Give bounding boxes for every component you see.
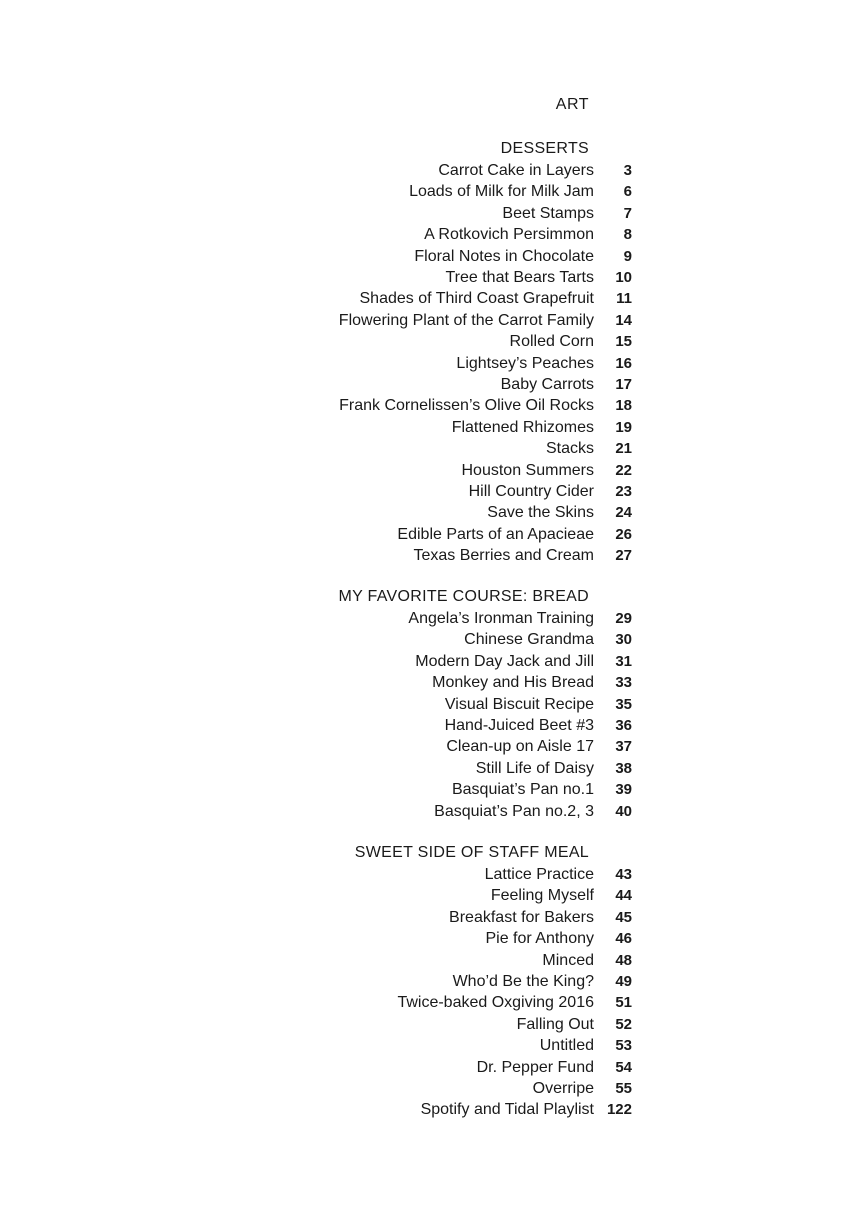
toc-entry — [0, 438, 844, 459]
entry-title: Overripe — [532, 1080, 594, 1097]
entry-title: Hand-Juiced Beet #3 — [444, 717, 594, 734]
page-heading: ART — [555, 96, 589, 113]
toc-entry — [0, 736, 844, 757]
entry-page-number: 21 — [615, 440, 632, 458]
entry-title: Stacks — [545, 440, 594, 458]
entry-title: Tree that Bears Tarts — [445, 269, 594, 286]
toc-entry — [0, 992, 844, 1013]
entry-page-number: 44 — [615, 887, 632, 905]
entry-title: Lattice Practice — [484, 866, 594, 883]
entry-page-number: 10 — [615, 269, 632, 286]
toc-entry — [0, 331, 844, 352]
toc-entry — [0, 864, 844, 885]
entry-page-number: 23 — [615, 483, 632, 500]
toc-entry — [0, 950, 844, 971]
entry-title: Lightsey’s Peaches — [456, 354, 594, 372]
entry-page-number: 45 — [615, 908, 632, 926]
section-heading: MY FAVORITE COURSE: BREAD — [338, 588, 589, 605]
entry-page-number: 16 — [615, 354, 632, 372]
entry-title: Baby Carrots — [500, 376, 594, 393]
entry-page-number: 54 — [615, 1058, 632, 1076]
entry-title: Shades of Third Coast Grapefruit — [359, 290, 594, 308]
toc-entry — [0, 907, 844, 928]
entry-title: Spotify and Tidal Playlist — [420, 1101, 594, 1119]
toc-entry — [0, 203, 844, 224]
entry-title: Loads of Milk for Milk Jam — [409, 183, 594, 201]
entry-page-number: 6 — [623, 183, 632, 201]
entry-page-number: 39 — [615, 781, 632, 799]
entry-title: Floral Notes in Chocolate — [414, 247, 594, 265]
entry-title: Clean-up on Aisle 17 — [446, 738, 594, 756]
toc-entry — [0, 629, 844, 650]
entry-title: Houston Summers — [461, 461, 594, 479]
entry-title: Untitled — [539, 1037, 594, 1055]
entry-title: Falling Out — [516, 1015, 594, 1033]
entry-title: Visual Biscuit Recipe — [444, 695, 594, 713]
toc-entry — [0, 160, 844, 181]
entry-page-number: 11 — [616, 290, 632, 308]
toc-entry — [0, 672, 844, 693]
entry-page-number: 49 — [615, 973, 632, 990]
toc-entry — [0, 1099, 844, 1120]
entry-page-number: 40 — [615, 802, 632, 820]
entry-page-number: 35 — [615, 695, 632, 713]
toc-entry — [0, 608, 844, 629]
toc-entry — [0, 758, 844, 779]
toc-entry — [0, 267, 844, 288]
entry-title: Chinese Grandma — [464, 631, 594, 649]
toc-entry — [0, 353, 844, 374]
toc-entry — [0, 310, 844, 331]
entry-page-number: 43 — [615, 866, 632, 883]
entry-page-number: 53 — [615, 1037, 632, 1055]
entry-page-number: 7 — [623, 204, 632, 222]
toc-entry — [0, 801, 844, 822]
toc-entry — [0, 651, 844, 672]
entry-title: Basquiat’s Pan no.1 — [451, 781, 594, 799]
entry-title: Flowering Plant of the Carrot Family — [338, 311, 594, 329]
toc-entry — [0, 1014, 844, 1035]
entry-title: Frank Cornelissen’s Olive Oil Rocks — [339, 397, 594, 415]
toc-entry — [0, 246, 844, 267]
entry-page-number: 22 — [615, 461, 632, 479]
entry-page-number: 3 — [623, 162, 632, 179]
entry-title: Angela’s Ironman Training — [408, 610, 594, 627]
entry-page-number: 19 — [615, 418, 632, 436]
entry-page-number: 15 — [615, 333, 632, 351]
entry-page-number: 27 — [615, 547, 632, 565]
toc-entry — [0, 181, 844, 202]
entry-title: Basquiat’s Pan no.2, 3 — [434, 802, 594, 820]
toc-entry — [0, 224, 844, 245]
entry-title: Twice-baked Oxgiving 2016 — [397, 994, 594, 1012]
entry-page-number: 33 — [615, 674, 632, 692]
toc-entry — [0, 1078, 844, 1099]
toc-entry — [0, 288, 844, 309]
entry-title: Hill Country Cider — [468, 483, 594, 500]
entry-title: Monkey and His Bread — [432, 674, 594, 692]
toc-entry — [0, 502, 844, 523]
entry-page-number: 17 — [615, 376, 632, 393]
entry-title: Pie for Anthony — [485, 930, 594, 948]
toc-entry — [0, 715, 844, 736]
entry-title: Edible Parts of an Apacieae — [397, 525, 594, 543]
toc-entry — [0, 417, 844, 438]
toc-entry — [0, 1057, 844, 1078]
section-heading: SWEET SIDE OF STAFF MEAL — [354, 844, 589, 861]
toc-entry — [0, 524, 844, 545]
entry-page-number: 26 — [615, 525, 632, 543]
entry-title: Carrot Cake in Layers — [438, 162, 594, 179]
entry-page-number: 9 — [623, 247, 632, 265]
section-heading: DESSERTS — [500, 140, 589, 157]
entry-page-number: 36 — [615, 717, 632, 734]
entry-page-number: 55 — [615, 1080, 632, 1097]
entry-title: Feeling Myself — [490, 887, 594, 905]
entry-page-number: 122 — [606, 1101, 632, 1119]
toc-entry — [0, 928, 844, 949]
entry-title: Flattened Rhizomes — [451, 418, 594, 436]
entry-page-number: 52 — [615, 1015, 632, 1033]
entry-page-number: 51 — [615, 994, 632, 1012]
toc-entry — [0, 460, 844, 481]
toc-entry — [0, 971, 844, 992]
toc-entry — [0, 694, 844, 715]
entry-page-number: 14 — [615, 311, 632, 329]
entry-title: Modern Day Jack and Jill — [415, 652, 594, 670]
toc-entry — [0, 395, 844, 416]
entry-page-number: 24 — [615, 504, 632, 522]
toc-entry — [0, 779, 844, 800]
entry-title: Still Life of Daisy — [475, 759, 594, 777]
entry-title: A Rotkovich Persimmon — [424, 226, 594, 244]
toc-entry — [0, 481, 844, 502]
toc-entry — [0, 1035, 844, 1056]
entry-page-number: 37 — [615, 738, 632, 756]
entry-title: Texas Berries and Cream — [413, 547, 594, 565]
entry-title: Minced — [542, 951, 594, 969]
entry-title: Save the Skins — [487, 504, 594, 522]
entry-title: Beet Stamps — [502, 204, 594, 222]
entry-page-number: 18 — [615, 397, 632, 415]
toc-entry — [0, 545, 844, 566]
toc-entry — [0, 885, 844, 906]
entry-title: Rolled Corn — [509, 333, 594, 351]
entry-page-number: 29 — [615, 610, 632, 627]
entry-page-number: 31 — [615, 652, 632, 670]
entry-title: Breakfast for Bakers — [449, 908, 594, 926]
entry-page-number: 48 — [615, 951, 632, 969]
entry-page-number: 30 — [615, 631, 632, 649]
entry-title: Who’d Be the King? — [452, 973, 594, 990]
entry-title: Dr. Pepper Fund — [476, 1058, 594, 1076]
toc-entry — [0, 374, 844, 395]
entry-page-number: 8 — [623, 226, 632, 244]
entry-page-number: 38 — [615, 759, 632, 777]
entry-page-number: 46 — [615, 930, 632, 948]
